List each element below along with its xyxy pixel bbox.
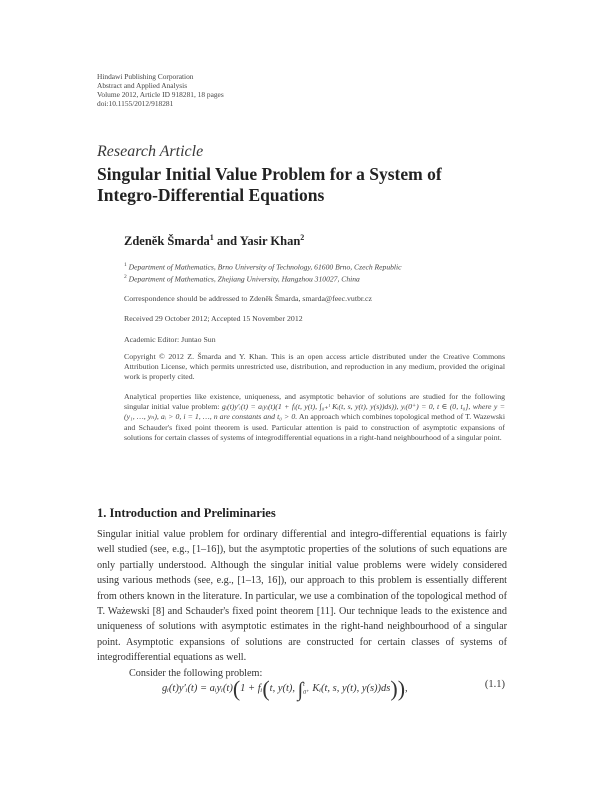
equation-number: (1.1) — [484, 679, 505, 690]
affiliation-text: Department of Mathematics, Brno University of Technology, 61600 Brno, Czech Republic — [128, 262, 402, 272]
title-line-1: Singular Initial Value Problem for a System of — [97, 164, 442, 184]
affiliation-2 — [124, 274, 360, 284]
abstract-text-1: Analytical properties like existence, uniqueness, and asymptotic behavior of solutions are studied for the following singular initial value problem: — [124, 392, 505, 412]
received-accepted-dates: Received 29 October 2012; Accepted 15 November 2012 — [124, 314, 303, 323]
integral-upper: t — [303, 681, 305, 688]
author-1-affil-marker: 1 — [209, 233, 214, 242]
body-paragraph: Singular initial value problem for ordinary differential and integro-differential equations is fairly well studied (see, e.g., [1–16]), but the asymptotic properties of the solutions of such equations are only partially understood. Although the singular initial value problems were widely considered using various methods (see, e.g., [1–13, 16]), our approach to this problem is essentially different from others known in the literature. In particular, we use a combination of the topological method of T. Ważewski [8] and Schauder's fixed point theorem [11]. Our technique leads to the existence and uniqueness of solutions with asymptotic estimates in the right-hand neighbourhood of a singular point. Asymptotic expansions of solutions are constructed for certain classes of systems of integrodifferential equations as well. — [97, 529, 507, 664]
section-body — [97, 527, 507, 681]
equation-term: 1 + fᵢ — [240, 683, 263, 694]
affiliation-text: Department of Mathematics, Zhejiang University, Hangzhou 310027, China — [128, 274, 360, 284]
title-line-2: Integro-Differential Equations — [97, 185, 325, 205]
integral-sign-icon: ∫ — [297, 679, 304, 701]
author-list — [124, 233, 304, 249]
equation-term: t, y(t), — [269, 683, 298, 694]
article-type: Research Article — [97, 143, 204, 160]
journal-name: Abstract and Applied Analysis — [97, 81, 188, 90]
equation-lhs: gᵢ(t)y′ᵢ(t) = aᵢyᵢ(t) — [162, 683, 233, 694]
paren-close: )) — [390, 676, 406, 701]
affiliation-marker: 2 — [124, 274, 127, 280]
author-2: Yasir Khan — [239, 234, 301, 249]
publisher: Hindawi Publishing Corporation — [97, 72, 194, 81]
abstract-equation: gᵢ(t)y′ᵢ(t) = aᵢyᵢ(t)(1 + fᵢ(t, y(t), ∫₀₊ᵗ Kᵢ(t, s, y(t), y(s))ds)), yᵢ(0⁺) = 0, t ∈ (0, t₀], where y = (y₁, …, yₙ), aᵢ > 0, i = 1, …, n are constants and t₀ > 0. — [124, 402, 505, 422]
equation-trailing: , — [405, 683, 408, 694]
integrand: Kᵢ(t, s, y(t), y(s))ds — [312, 683, 391, 694]
copyright-notice: Copyright © 2012 Z. Šmarda and Y. Khan. This is an open access article distributed under the Creative Commons Attribution License, which permits unrestricted use, distribution, and reproduction in any medium, provided the original work is properly cited. — [124, 352, 505, 382]
author-1: Zdeněk Šmarda — [124, 234, 210, 249]
author-2-affil-marker: 2 — [300, 233, 305, 242]
paren-open: ( — [232, 676, 241, 701]
author-connector: and — [213, 234, 240, 249]
academic-editor: Academic Editor: Juntao Sun — [124, 335, 216, 344]
paper-title — [97, 164, 517, 206]
affiliation-1 — [124, 262, 402, 272]
equation-1-1 — [162, 671, 507, 705]
integral-limits — [303, 681, 309, 697]
journal-header — [97, 72, 224, 108]
integral-lower: 0⁺ — [303, 689, 310, 696]
paren-open: ( — [262, 676, 270, 701]
affiliation-marker: 1 — [124, 262, 127, 268]
correspondence: Correspondence should be addressed to Zdeněk Šmarda, smarda@feec.vutbr.cz — [124, 294, 372, 303]
abstract-text-2: An approach which combines topological method of T. Wazewski and Schauder's fixed point theorem is used. Particular attention is paid to construction of asymptotic expansions of solutions for certain classes of systems of integrodifferential equations in a right-hand neighbourhood of a singular point. — [124, 412, 505, 442]
equation-body — [162, 676, 408, 702]
doi: doi:10.1155/2012/918281 — [97, 99, 174, 108]
abstract — [124, 392, 505, 443]
volume-info: Volume 2012, Article ID 918281, 18 pages — [97, 90, 224, 99]
section-heading: 1. Introduction and Preliminaries — [97, 506, 276, 520]
body-paragraph: Consider the following problem: — [129, 667, 263, 679]
